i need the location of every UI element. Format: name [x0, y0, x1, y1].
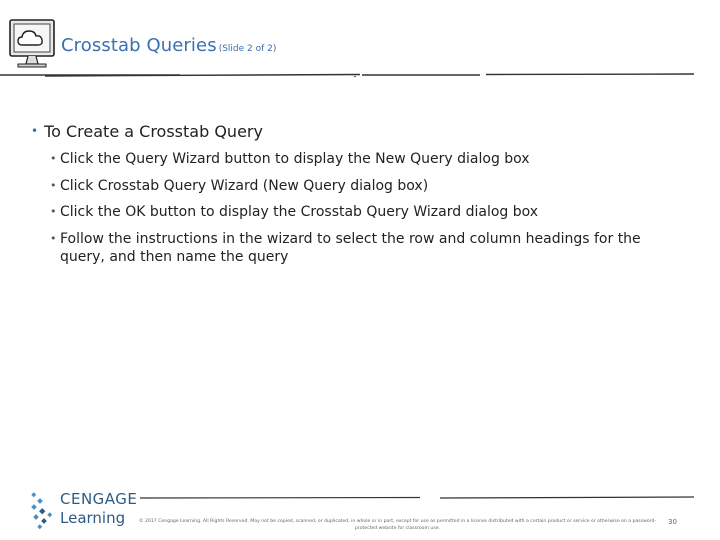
list-item: [52, 230, 682, 266]
main-bullet: [31, 122, 263, 141]
list-item-text: Click the Query Wizard button to display the New Query dialog box: [60, 151, 530, 167]
bullet-dot-icon: •: [50, 152, 57, 165]
copyright-notice: © 2017 Cengage Learning. All Rights Reserved. May not be copied, scanned, or duplicated, in whole or in part, except for use as permitted in a license distributed with a certain product or service or otherwise on a password-protected website for classroom use.: [138, 519, 657, 531]
logo-text-cengage: CENGAGE: [60, 490, 138, 508]
list-item: [52, 177, 682, 195]
logo-text-learning: Learning: [60, 509, 126, 527]
header-divider: [0, 70, 720, 80]
list-item-text: Click Crosstab Query Wizard (New Query dialog box): [60, 177, 429, 194]
list-item-text: Follow the instructions in the wizard to select the row and column headings for the query, and then name the query: [60, 230, 641, 265]
slide-title-group: [61, 35, 276, 56]
bullet-dot-icon: •: [31, 124, 39, 138]
main-bullet-text: To Create a Crosstab Query: [44, 122, 263, 141]
slide-title: Crosstab Queries: [61, 35, 217, 56]
cloud-monitor-icon: [8, 18, 56, 70]
bullet-dot-icon: •: [50, 205, 57, 218]
bullet-dot-icon: •: [50, 178, 57, 192]
list-item-text: Click the OK button to display the Crosstab Query Wizard dialog box: [60, 204, 539, 220]
bullet-dot-icon: •: [50, 231, 57, 245]
list-item: [52, 150, 682, 168]
sub-bullet-list: [52, 150, 682, 274]
slide-subtitle: (Slide 2 of 2): [218, 44, 277, 54]
list-item: [52, 203, 682, 221]
page-number: 30: [668, 518, 677, 526]
